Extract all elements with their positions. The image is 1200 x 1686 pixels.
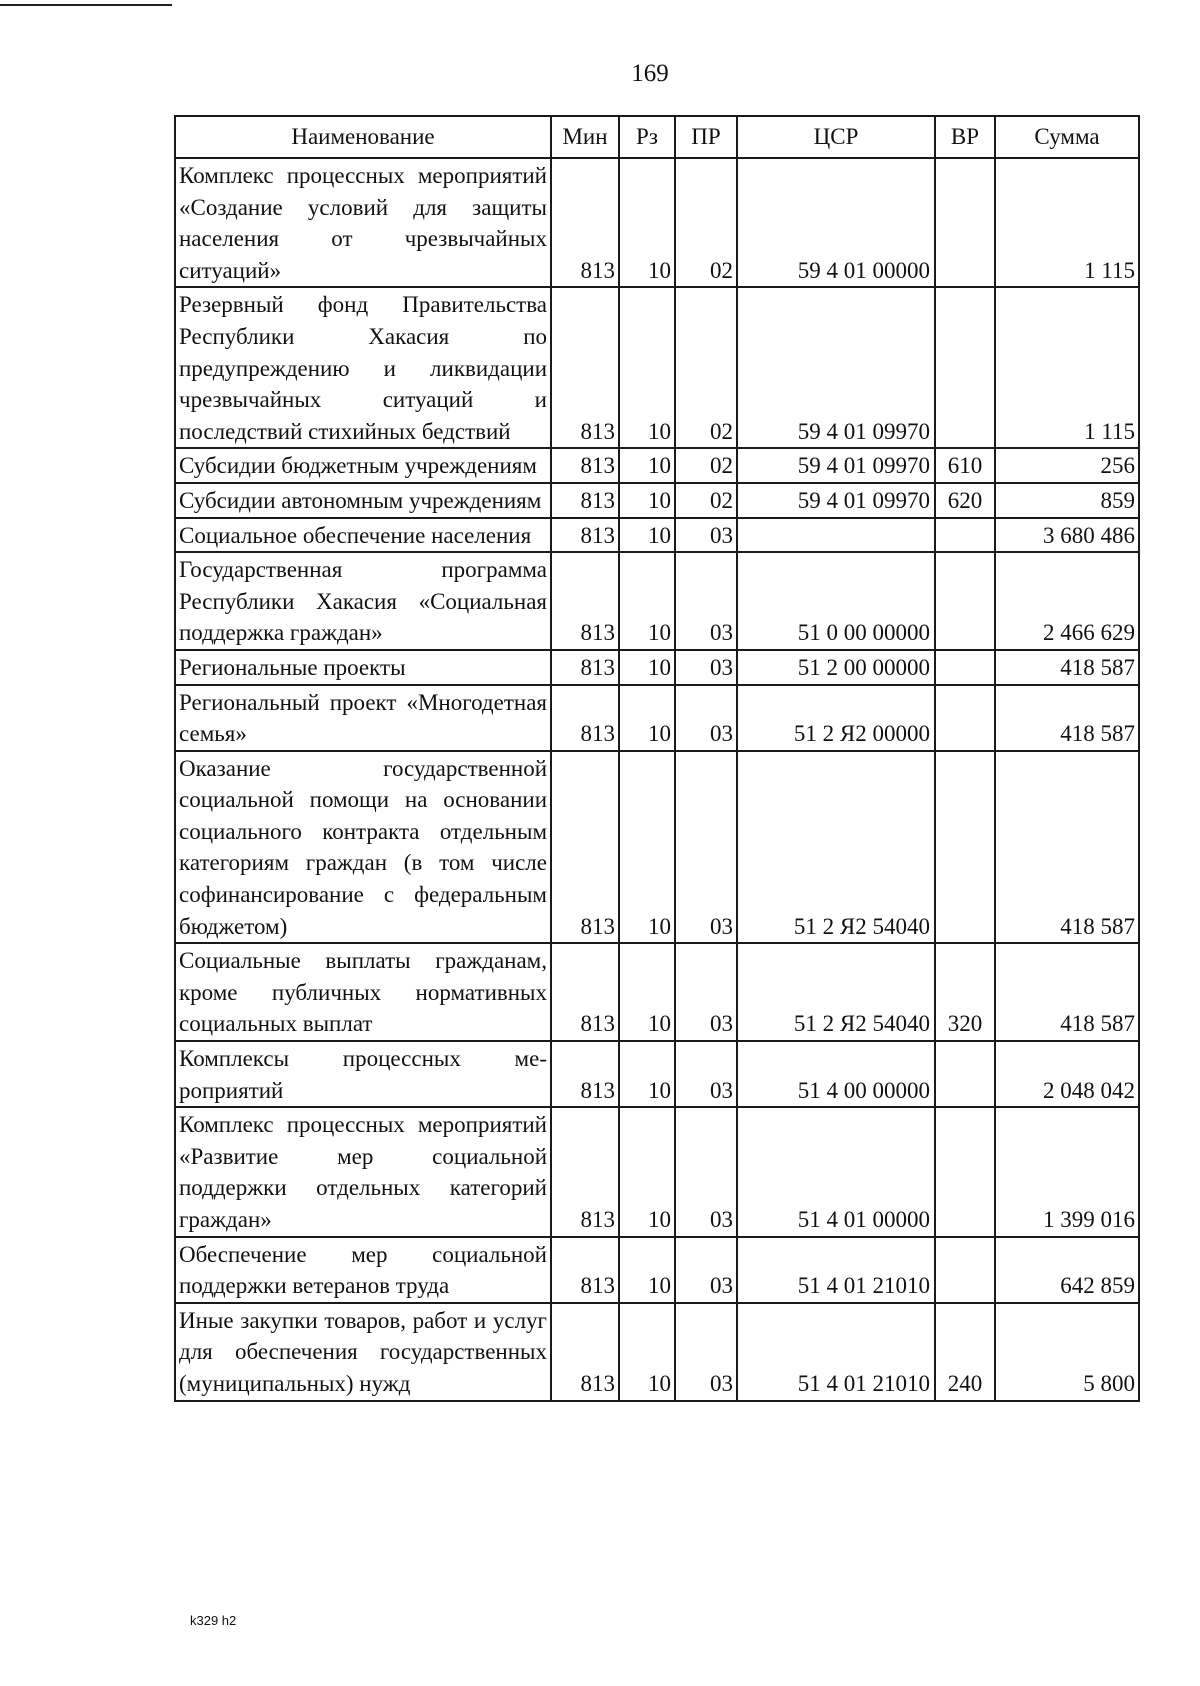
cell-min: 813 [551,1237,619,1303]
cell-vr [935,685,995,751]
cell-rz: 10 [619,751,675,944]
cell-min: 813 [551,158,619,287]
cell-rz: 10 [619,518,675,553]
header-rz: Рз [619,116,675,158]
cell-sum: 2 466 629 [995,552,1139,650]
table-row [175,448,1139,483]
footer-code: k329 h2 [190,1613,237,1628]
cell-vr [935,552,995,650]
cell-name: Комплексы процессных мероприятий [175,1041,551,1107]
cell-csr: 51 2 Я2 00000 [737,685,935,751]
header-min: Мин [551,116,619,158]
cell-min: 813 [551,1303,619,1401]
cell-sum: 642 859 [995,1237,1139,1303]
cell-min: 813 [551,650,619,685]
cell-sum: 418 587 [995,685,1139,751]
cell-min: 813 [551,943,619,1041]
table-body [175,158,1139,1401]
cell-vr [935,1237,995,1303]
table-row [175,1303,1139,1401]
cell-pr: 03 [675,1107,737,1236]
table-row [175,552,1139,650]
header-name: Наименование [175,116,551,158]
cell-name: Субсидии бюджетным учреждениям [175,448,551,483]
top-edge-rule [0,4,172,6]
cell-min: 813 [551,1107,619,1236]
cell-min: 813 [551,552,619,650]
cell-name: Региональный проект «Многодетная семья» [175,685,551,751]
cell-pr: 03 [675,943,737,1041]
cell-vr [935,287,995,448]
table-row [175,483,1139,518]
header-sum: Сумма [995,116,1139,158]
cell-rz: 10 [619,1303,675,1401]
cell-pr: 03 [675,1041,737,1107]
cell-sum: 5 800 [995,1303,1139,1401]
cell-vr [935,751,995,944]
cell-pr: 02 [675,448,737,483]
cell-name: Субсидии автономным учреждениям [175,483,551,518]
cell-vr: 320 [935,943,995,1041]
header-csr: ЦСР [737,116,935,158]
table-row [175,158,1139,287]
cell-name: Оказание государственной социальной помощи на основании социального контракта отдельным категориям граждан (в том числе софинансирование с федеральным бюджетом) [175,751,551,944]
cell-name: Резервный фонд Правительства Республики Хакасия по предупреждению и ликвидации чрезвычайных ситуаций и последствий стихийных бедствий [175,287,551,448]
cell-sum: 1 399 016 [995,1107,1139,1236]
cell-rz: 10 [619,448,675,483]
cell-sum: 418 587 [995,751,1139,944]
cell-csr: 51 2 00 00000 [737,650,935,685]
cell-min: 813 [551,518,619,553]
cell-rz: 10 [619,1237,675,1303]
cell-rz: 10 [619,483,675,518]
cell-vr: 620 [935,483,995,518]
budget-table [174,115,1140,1402]
cell-vr: 240 [935,1303,995,1401]
cell-pr: 03 [675,685,737,751]
table-row [175,1107,1139,1236]
cell-min: 813 [551,448,619,483]
cell-name: Социальные выплаты гражданам, кроме публичных нормативных социальных выплат [175,943,551,1041]
cell-min: 813 [551,685,619,751]
cell-pr: 02 [675,483,737,518]
cell-name: Комплекс процессных мероприятий «Развитие мер социальной поддержки отдельных категорий граждан» [175,1107,551,1236]
table-row [175,751,1139,944]
cell-name: Социальное обеспечение населения [175,518,551,553]
cell-name: Комплекс процессных мероприятий «Создание условий для защиты населения от чрезвычайных ситуаций» [175,158,551,287]
cell-csr: 59 4 01 00000 [737,158,935,287]
cell-vr: 610 [935,448,995,483]
cell-name: Обеспечение мер социальной поддержки ветеранов труда [175,1237,551,1303]
cell-csr: 51 2 Я2 54040 [737,751,935,944]
cell-vr [935,1107,995,1236]
cell-vr [935,650,995,685]
cell-sum: 418 587 [995,650,1139,685]
cell-pr: 03 [675,518,737,553]
cell-sum: 1 115 [995,158,1139,287]
cell-csr: 51 4 01 21010 [737,1303,935,1401]
cell-vr [935,1041,995,1107]
cell-vr [935,158,995,287]
cell-rz: 10 [619,552,675,650]
cell-csr: 59 4 01 09970 [737,483,935,518]
cell-csr: 51 0 00 00000 [737,552,935,650]
cell-rz: 10 [619,943,675,1041]
cell-sum: 3 680 486 [995,518,1139,553]
cell-rz: 10 [619,1041,675,1107]
cell-csr: 59 4 01 09970 [737,448,935,483]
cell-pr: 03 [675,1303,737,1401]
cell-sum: 859 [995,483,1139,518]
cell-csr: 59 4 01 09970 [737,287,935,448]
cell-csr: 51 4 01 00000 [737,1107,935,1236]
cell-sum: 2 048 042 [995,1041,1139,1107]
header-vr: ВР [935,116,995,158]
cell-sum: 1 115 [995,287,1139,448]
table-row [175,1041,1139,1107]
cell-pr: 03 [675,1237,737,1303]
cell-csr: 51 4 00 00000 [737,1041,935,1107]
cell-sum: 256 [995,448,1139,483]
cell-pr: 03 [675,552,737,650]
cell-rz: 10 [619,1107,675,1236]
cell-name: Региональные проекты [175,650,551,685]
page-number: 169 [631,60,669,87]
cell-rz: 10 [619,287,675,448]
cell-min: 813 [551,483,619,518]
cell-min: 813 [551,287,619,448]
table-header [175,116,1139,158]
cell-pr: 02 [675,158,737,287]
table-row [175,650,1139,685]
cell-csr [737,518,935,553]
cell-vr [935,518,995,553]
header-row [175,116,1139,158]
table-row [175,943,1139,1041]
cell-pr: 03 [675,751,737,944]
table-row [175,518,1139,553]
cell-rz: 10 [619,158,675,287]
table-row [175,1237,1139,1303]
table-row [175,685,1139,751]
cell-min: 813 [551,1041,619,1107]
header-pr: ПР [675,116,737,158]
cell-sum: 418 587 [995,943,1139,1041]
cell-name: Государственная программа Республики Хакасия «Социальная поддержка граждан» [175,552,551,650]
cell-pr: 03 [675,650,737,685]
cell-pr: 02 [675,287,737,448]
cell-name: Иные закупки товаров, работ и услуг для обеспечения государственных (муниципальных) нужд [175,1303,551,1401]
cell-min: 813 [551,751,619,944]
cell-csr: 51 2 Я2 54040 [737,943,935,1041]
cell-rz: 10 [619,650,675,685]
cell-csr: 51 4 01 21010 [737,1237,935,1303]
cell-rz: 10 [619,685,675,751]
table-row [175,287,1139,448]
